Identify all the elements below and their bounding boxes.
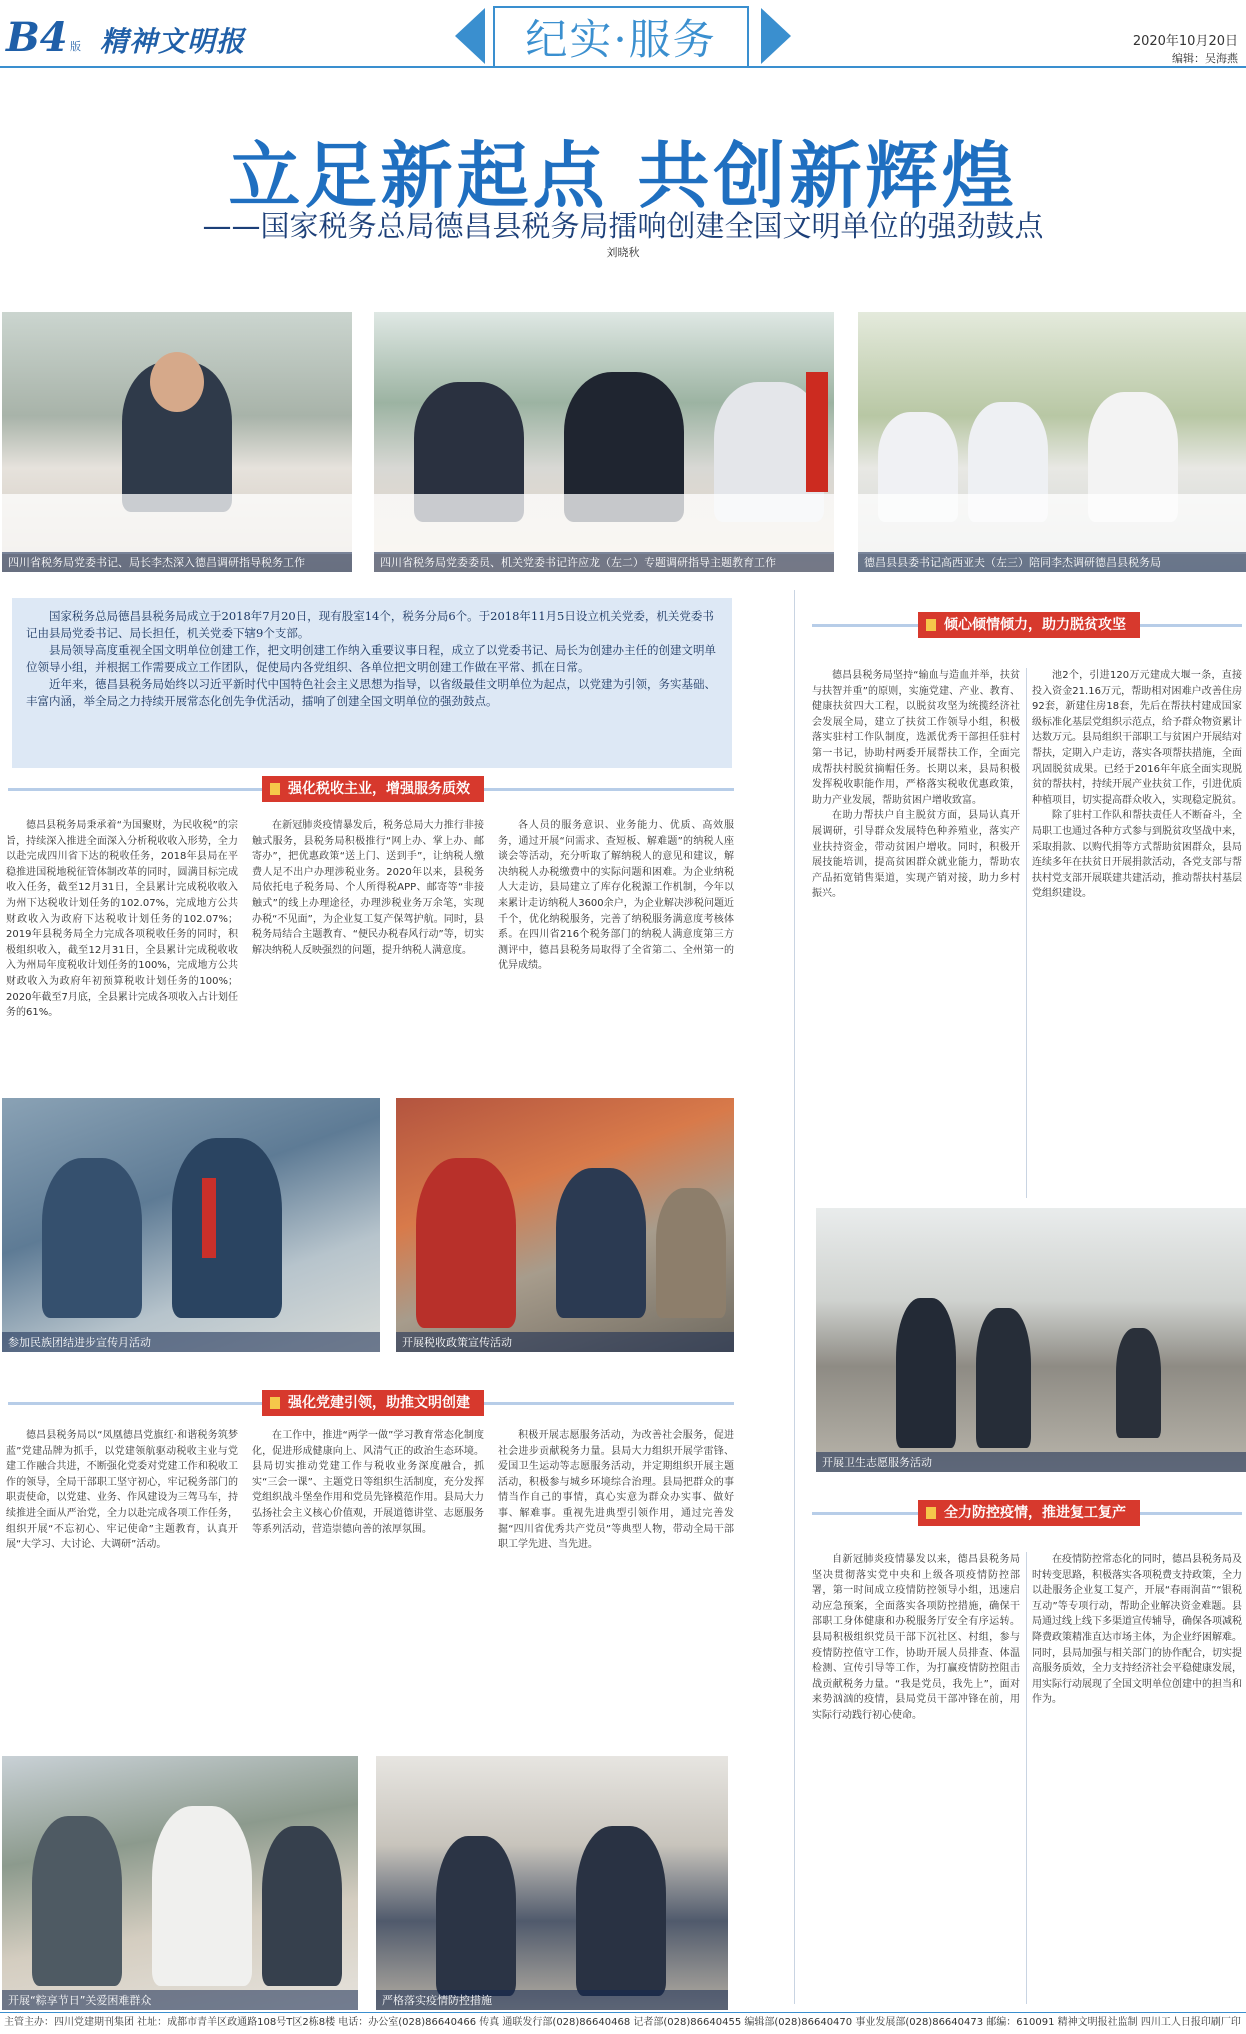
headline-subtitle: ——国家税务总局德昌县税务局擂响创建全国文明单位的强劲鼓点: [202, 209, 1044, 243]
section-heading-poverty-alleviation: 倾心倾情倾力，助力脱贫攻坚: [918, 612, 1140, 638]
photo-caption: 参加民族团结进步宣传月活动: [2, 1332, 380, 1352]
photo-caption: 德昌县县委书记高西亚夫（左三）陪同李杰调研德昌县税务局: [858, 552, 1246, 572]
photo-tax-promotion-event: [396, 1098, 734, 1352]
section-title-box: [493, 6, 749, 68]
person-figure: [152, 1806, 252, 1986]
article-column: [252, 1428, 484, 1748]
person-figure: [416, 1158, 516, 1328]
meeting-table: [374, 494, 834, 554]
photo-caption: 四川省税务局党委委员、机关党委书记许应龙（左二）专题调研指导主题教育工作: [374, 552, 834, 572]
page-number-suffix: 版: [70, 40, 81, 53]
photo-caption: 开展卫生志愿服务活动: [816, 1452, 1246, 1472]
column-divider: [1026, 1552, 1027, 2004]
article-paragraph: 德昌县税务局以“凤凰德昌党旗红·和谐税务筑梦蓝”党建品牌为抓手，以党建领航驱动税收主业与党建工作融合共进，不断强化党委对党建工作和税收工作的领导，全局干部职工坚守初心，牢记税务部门的职责使命，以党建、业务、作风建设为三驾马车，持续推进全面从严治党，全力以赴完成各项工作任务，组织开展“不忘初心、牢记使命”主题教育，认真开展“大学习、大讨论、大调研”活动。: [6, 1430, 238, 1551]
article-column: [6, 1428, 238, 1748]
article-paragraph: 池2个，引进120万元建成大堰一条，直接投入资金21.16万元，帮助相对困难户改善住房92套，新建住房18套，先后在帮扶村建成国家级标准化基层党组织示范点，给予群众物资累计达数万元。县局组织干部职工与贫困户开展结对帮扶，定期入户走访，落实各项帮扶措施，全面巩固脱贫成果。已经于2016年年底全面实现脱贫的帮扶村，持续开展产业扶贫工作，引进优质种植项目，切实提高群众收入，实现稳定脱贫。: [1032, 670, 1242, 806]
person-figure: [896, 1298, 956, 1448]
article-column: [1032, 668, 1242, 1198]
person-figure: [172, 1138, 282, 1318]
editor-credit: 编辑：吴海燕: [1172, 52, 1238, 65]
footer-imprint: 主管主办：四川党建期刊集团 社址：成都市青羊区政通路108号T区2栋8楼 电话：办公室(028)86640466 传真 通联发行部(028)86640468 记者部(028)86640455 编辑部(028)86640470 事业发展部(028)86640473 邮编：610091 精神文明报社监制 四川工人日报印刷厂印: [0, 2012, 1246, 2034]
masthead-divider: [0, 66, 1246, 68]
issue-date: 2020年10月20日: [1132, 34, 1238, 49]
article-paragraph: 各人员的服务意识、业务能力、优质、高效服务，通过开展“问需求、查短板、解难题”的纳税人座谈会等活动，充分听取了解纳税人的意见和建议，解决纳税人办税缴费中的实际问题和困难。为企业纳税人大走访，县局建立了库存化税源工作机制，今年以来累计走访纳税人3600余户，为企业解决涉税问题近千个，优化纳税服务，完善了纳税服务满意度考核体系。在四川省216个税务部门的纳税人满意度第三方测评中，德昌县税务局取得了全省第二、全州第一的优异成绩。: [498, 820, 734, 972]
red-flag: [806, 372, 828, 492]
section-title: 纪实·服务: [525, 15, 717, 64]
person-figure: [1116, 1328, 1161, 1438]
intro-paragraph: 县局领导高度重视全国文明单位创建工作，把文明创建工作纳入重要议事日程，成立了以党委书记、局长为创建办主任的创建文明单位领导小组，并根据工作需要成立工作团队，促使局内各党组织、各单位把文明创建工作做在平常、抓在日常。: [26, 643, 716, 674]
photo-caption: 四川省税务局党委书记、局长李杰深入德昌调研指导税务工作: [2, 552, 352, 572]
person-figure: [32, 1816, 122, 1986]
photo-caption: 严格落实疫情防控措施: [376, 1990, 728, 2010]
person-face: [150, 352, 204, 412]
article-column: [1032, 1552, 1242, 2004]
article-paragraph: 积极开展志愿服务活动，为改善社会服务，促进社会进步贡献税务力量。县局大力组织开展学雷锋、爱国卫生运动等志愿服务活动，并定期组织开展主题活动，积极参与城乡环境综合治理。县局把群众的事情当作自己的事情，真心实意为群众办实事、做好事、解难事。重视先进典型引领作用，通过完善发掘“四川省优秀共产党员”等典型人物，带动全局干部职工学先进、当先进。: [498, 1430, 734, 1551]
section-heading-tax-service: 强化税收主业，增强服务质效: [262, 776, 484, 802]
article-paragraph: 自新冠肺炎疫情暴发以来，德昌县税务局坚决贯彻落实党中央和上级各项疫情防控部署，第一时间成立疫情防控领导小组，迅速启动应急预案，全面落实各项防控措施，确保干部职工身体健康和办税服务厅安全有序运转。县局积极组织党员干部下沉社区、村组，参与疫情防控值守工作，协助开展人员排查、体温检测、宣传引导等工作，为打赢疫情防控阻击战贡献税务力量。“我是党员，我先上”，面对来势汹汹的疫情，县局党员干部冲锋在前，用实际行动践行初心使命。: [812, 1554, 1020, 1721]
article-paragraph: 德昌县税务局秉承着“为国聚财，为民收税”的宗旨，持续深入推进全面深入分析税收收入形势，全力以赴完成四川省下达的税收任务，2018年县局在平稳推进国税地税征管体制改革的同时，圆满目标完成收入任务，截至12月31日，全县累计完成税收收入为州下达税收计划任务的102.07%，完成地方公共财政收入为政府下达税收计划任务的102.07%；2019年县税务局全力完成各项税收任务的同时，积极组织收入，截至12月31日，全县累计完成税收收入为州局年度税收计划任务的100%，完成地方公共财政收入为政府年初预算税收计划任务的100%；2020年截至7月底，全县累计完成各项收入占计划任务的61%。: [6, 820, 238, 1019]
meeting-table: [2, 494, 352, 554]
headline-title: 立足新起点 共创新辉煌: [228, 134, 1018, 218]
section-arrow-left-icon: [455, 8, 485, 64]
person-figure: [976, 1308, 1031, 1448]
photo-theme-education-research: [374, 312, 834, 572]
article-paragraph: 在疫情防控常态化的同时，德昌县税务局及时转变思路，积极落实各项税费支持政策，全力以赴服务企业复工复产，开展“春雨润苗”“银税互动”等专项行动，帮助企业解决资金难题。县局通过线上线下多渠道宣传辅导，确保各项减税降费政策精准直达市场主体，为企业纾困解难。同时，县局加强与相关部门的协作配合，切实提高服务质效，全力支持经济社会平稳健康发展，用实际行动展现了全国文明单位创建中的担当和作为。: [1032, 1554, 1242, 1706]
article-paragraph: 除了驻村工作队和帮扶责任人不断奋斗，全局职工也通过各种方式参与到脱贫攻坚战中来，采取捐款、以购代捐等方式帮助贫困群众，县局连续多年在扶贫日开展捐款活动，各党支部与帮扶村党支部开展联建共建活动，推动帮扶村基层党组织建设。: [1032, 810, 1242, 900]
photo-festival-care-visit: [2, 1756, 358, 2010]
photo-caption: 开展“粽享节日”关爱困难群众: [2, 1990, 358, 2010]
person-figure: [556, 1168, 646, 1318]
photo-epidemic-checkpoint: [376, 1756, 728, 2010]
sash: [202, 1178, 216, 1258]
article-column: [498, 1428, 734, 1748]
byline: 刘晓秋: [606, 246, 640, 259]
article-column: [6, 818, 238, 1080]
intro-summary: [12, 598, 732, 768]
section-heading-party-building: 强化党建引领，助推文明创建: [262, 1390, 484, 1416]
photo-ethnic-unity-event: [2, 1098, 380, 1352]
page-number: B4: [6, 14, 68, 61]
article-column: [252, 818, 484, 1080]
person-figure: [262, 1826, 342, 1986]
intro-paragraph: 国家税务总局德昌县税务局成立于2018年7月20日，现有股室14个，税务分局6个。于2018年11月5日设立机关党委，机关党委书记由县局党委书记、局长担任，机关党委下辖9个支部。: [26, 609, 714, 640]
photo-caption: 开展税收政策宣传活动: [396, 1332, 734, 1352]
article-paragraph: 在助力帮扶户自主脱贫方面，县局认真开展调研，引导群众发展特色种养殖业，落实产业扶持资金，带动贫困户增收。同时，积极开展技能培训，提高贫困群众就业能力，帮助农产品拓宽销售渠道，实现产销对接，助力乡村振兴。: [812, 810, 1020, 900]
section-arrow-right-icon: [761, 8, 791, 64]
article-paragraph: 德昌县税务局坚持“输血与造血并举，扶贫与扶智并重”的原则，实施党建、产业、教育、健康扶贫四大工程，以脱贫攻坚为统揽经济社会发展全局，建立了扶贫工作领导小组，积极落实驻村工作队制度，选派优秀干部担任驻村第一书记，协助村两委开展帮扶工作，全面完成帮扶村脱贫摘帽任务。长期以来，县局积极发挥税收职能作用，严格落实税收优惠政策，助力产业发展，帮助贫困户增收致富。: [812, 670, 1020, 806]
meeting-table: [858, 494, 1246, 554]
article-paragraph: 在工作中，推进“两学一做”学习教育常态化制度化，促进形成健康向上、风清气正的政治生态环境。县局切实推动党建工作与税收业务深度融合，抓实“三会一课”、主题党日等组织生活制度，充分发挥党组织战斗堡垒作用和党员先锋模范作用。县局大力弘扬社会主义核心价值观，开展道德讲堂、志愿服务等系列活动，营造崇德向善的浓厚氛围。: [252, 1430, 484, 1535]
photo-volunteer-cleanup: [816, 1208, 1246, 1472]
person-figure: [656, 1188, 726, 1318]
column-divider: [1026, 668, 1027, 1198]
article-column: [812, 668, 1020, 1198]
section-heading-epidemic-control: 全力防控疫情，推进复工复产: [918, 1500, 1140, 1526]
person-figure: [42, 1158, 142, 1318]
person-figure: [576, 1826, 666, 1996]
article-column: [498, 818, 734, 1080]
article-paragraph: 在新冠肺炎疫情暴发后，税务总局大力推行非接触式服务，县税务局积极推行“网上办、掌上办、邮寄办”，把优惠政策“送上门、送到手”，让纳税人缴费人足不出户办理涉税业务。2020年以来，县税务局依托电子税务局、个人所得税APP、邮寄等“非接触式”的线上办理途径，办理涉税业务万余笔，实现办税“不见面”，为企业复工复产保驾护航。同时，县税务局结合主题教育、“便民办税春风行动”等，切实解决纳税人反映强烈的问题，提升纳税人满意度。: [252, 820, 484, 956]
photo-provincial-director-inspection: [2, 312, 352, 572]
intro-paragraph: 近年来，德昌县税务局始终以习近平新时代中国特色社会主义思想为指导，以省级最佳文明单位为起点，以党建为引领，务实基础、丰富内涵，举全局之力持续开展常态化创先争优活动，擂响了创建全国文明单位的强劲鼓点。: [26, 677, 716, 708]
article-column: [812, 1552, 1020, 2004]
column-divider: [794, 590, 795, 2004]
person-figure: [436, 1836, 516, 1996]
paper-name-logo: 精神文明报: [100, 25, 246, 58]
photo-county-secretary-visit: [858, 312, 1246, 572]
